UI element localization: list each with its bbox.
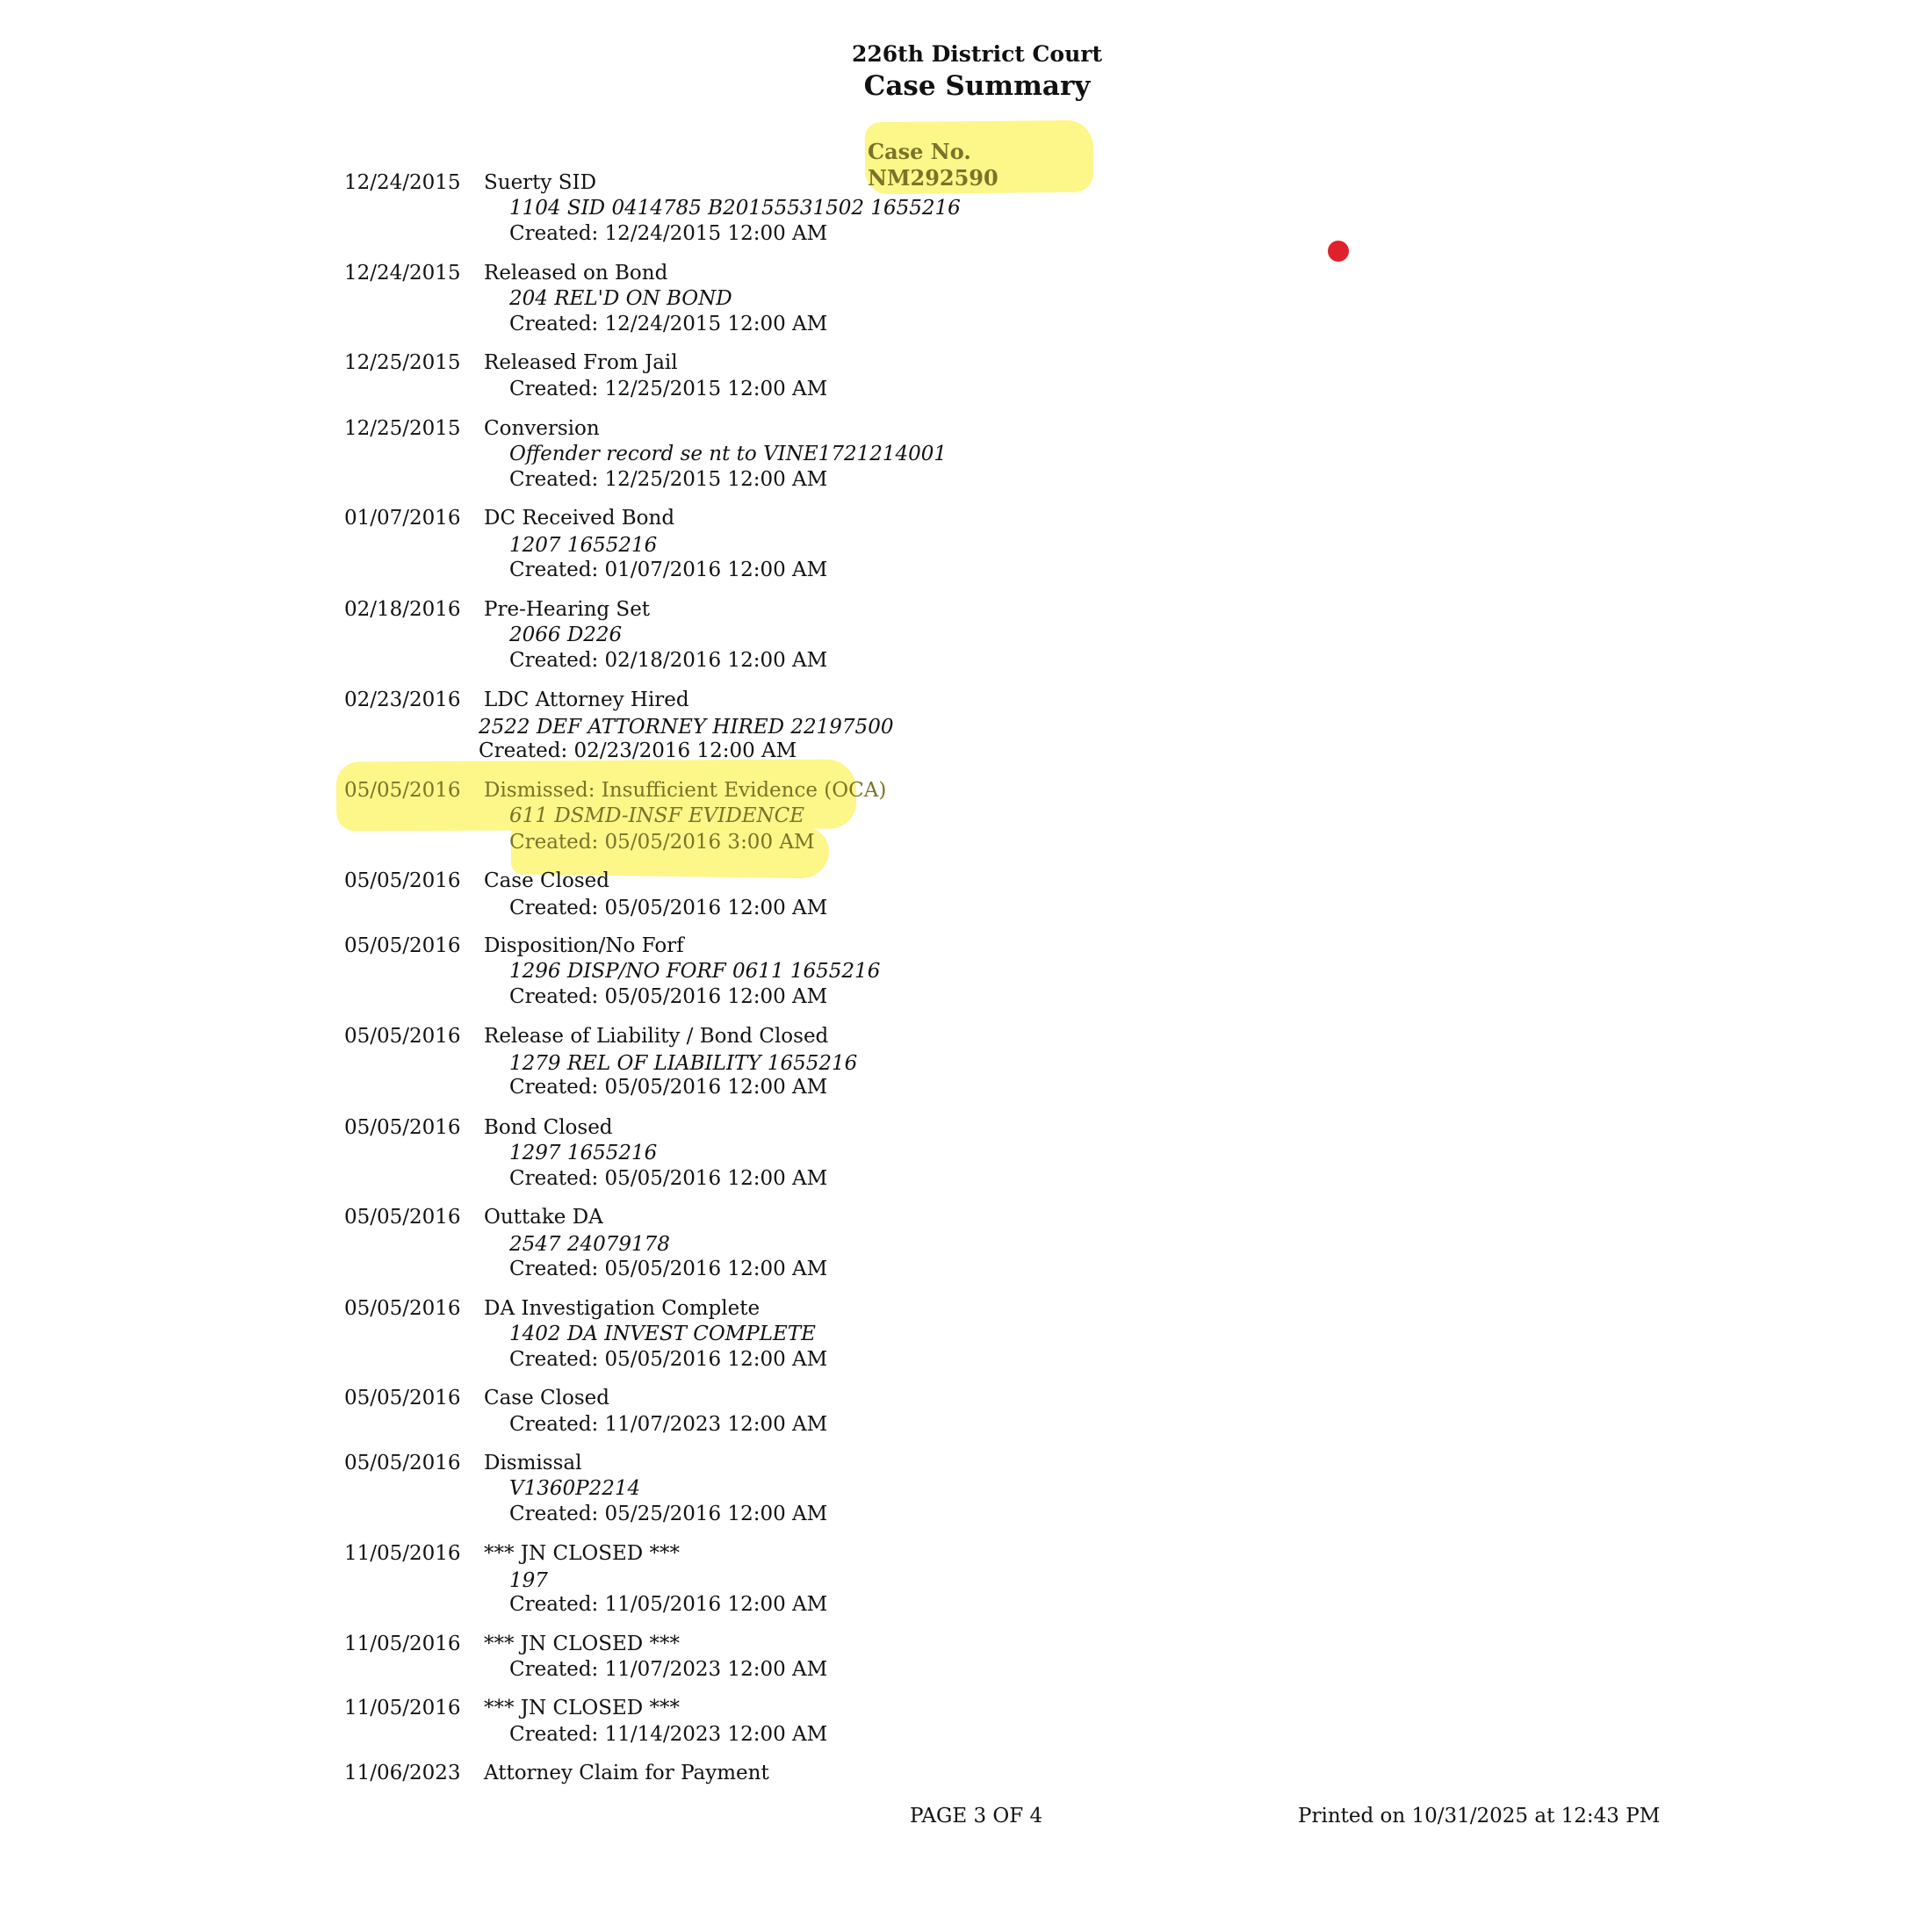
entry-note: 2066 D226 <box>509 624 623 646</box>
entry-date: 11/05/2016 <box>344 1697 461 1719</box>
entry-title: Released From Jail <box>484 351 678 374</box>
entry-date: 11/05/2016 <box>344 1542 461 1565</box>
entry-note: 1207 1655216 <box>509 534 658 557</box>
entry-title: Attorney Claim for Payment <box>484 1762 769 1784</box>
entry-created: Created: 11/07/2023 12:00 AM <box>509 1658 828 1681</box>
entry-note: 1297 1655216 <box>509 1142 658 1164</box>
entry-date: 12/24/2015 <box>344 262 461 285</box>
entry-title: Dismissed: Insufficient Evidence (OCA) <box>484 779 887 802</box>
entry-note: 2547 24079178 <box>509 1233 670 1256</box>
entry-date: 05/05/2016 <box>344 1025 461 1048</box>
court-name: 226th District Court <box>851 41 1103 67</box>
entry-date: 02/18/2016 <box>344 598 461 621</box>
entry-date: 05/05/2016 <box>344 934 461 957</box>
entry-note: 611 DSMD-INSF EVIDENCE <box>509 804 805 827</box>
case-number: Case No. NM292590 <box>868 139 998 191</box>
entry-date: 05/05/2016 <box>344 1452 461 1474</box>
entry-note: 204 REL'D ON BOND <box>509 287 732 310</box>
entry-title: *** JN CLOSED *** <box>484 1542 680 1565</box>
entry-title: Pre-Hearing Set <box>484 598 651 621</box>
entry-title: Suerty SID <box>484 171 597 194</box>
entry-title: Case Closed <box>484 869 609 892</box>
entry-created: Created: 12/25/2015 12:00 AM <box>509 378 828 400</box>
entry-title: DA Investigation Complete <box>484 1297 761 1320</box>
entry-created: Created: 02/23/2016 12:00 AM <box>479 739 797 762</box>
entry-date: 11/06/2023 <box>344 1762 461 1784</box>
entry-title: Disposition/No Forf <box>484 934 684 957</box>
entry-created: Created: 05/25/2016 12:00 AM <box>509 1503 828 1525</box>
printed-timestamp: Printed on 10/31/2025 at 12:43 PM <box>1298 1805 1661 1827</box>
entry-created: Created: 12/24/2015 12:00 AM <box>509 313 828 335</box>
entry-created: Created: 11/07/2023 12:00 AM <box>509 1413 828 1436</box>
entry-note: 1279 REL OF LIABILITY 1655216 <box>509 1052 858 1075</box>
entry-date: 05/05/2016 <box>344 1297 461 1320</box>
entry-title: Conversion <box>484 417 600 440</box>
entry-date: 05/05/2016 <box>344 779 461 802</box>
entry-created: Created: 05/05/2016 12:00 AM <box>509 897 828 919</box>
entry-title: *** JN CLOSED *** <box>484 1633 680 1655</box>
red-marker-dot <box>1328 241 1349 262</box>
entry-date: 12/24/2015 <box>344 171 461 194</box>
entry-title: Release of Liability / Bond Closed <box>484 1025 829 1048</box>
entry-date: 02/23/2016 <box>344 688 461 711</box>
entry-title: Dismissal <box>484 1452 582 1474</box>
entry-note: 197 <box>509 1569 548 1592</box>
entry-created: Created: 02/18/2016 12:00 AM <box>509 649 828 672</box>
entry-date: 05/05/2016 <box>344 1206 461 1229</box>
entry-title: LDC Attorney Hired <box>484 688 689 711</box>
entry-created: Created: 05/05/2016 12:00 AM <box>509 1348 828 1371</box>
entry-created: Created: 05/05/2016 12:00 AM <box>509 1258 828 1280</box>
entry-note: V1360P2214 <box>509 1477 641 1500</box>
entry-title: Bond Closed <box>484 1116 613 1139</box>
page-number: PAGE 3 OF 4 <box>910 1805 1043 1827</box>
entry-title: *** JN CLOSED *** <box>484 1697 680 1719</box>
entry-created: Created: 11/14/2023 12:00 AM <box>509 1723 828 1746</box>
entry-created: Created: 11/05/2016 12:00 AM <box>509 1593 828 1616</box>
entry-title: DC Received Bond <box>484 507 675 530</box>
entry-created: Created: 01/07/2016 12:00 AM <box>509 559 828 581</box>
entry-created: Created: 05/05/2016 12:00 AM <box>509 1167 828 1190</box>
entry-note: 2522 DEF ATTORNEY HIRED 22197500 <box>479 716 894 739</box>
entry-note: 1104 SID 0414785 B20155531502 1655216 <box>509 197 961 220</box>
entry-date: 01/07/2016 <box>344 507 461 530</box>
entry-created: Created: 12/24/2015 12:00 AM <box>509 222 828 245</box>
entry-created: Created: 05/05/2016 12:00 AM <box>509 1076 828 1099</box>
entry-created: Created: 05/05/2016 3:00 AM <box>509 831 815 854</box>
entry-date: 12/25/2015 <box>344 351 461 374</box>
entry-created: Created: 05/05/2016 12:00 AM <box>509 985 828 1008</box>
entry-title: Case Closed <box>484 1387 609 1409</box>
entry-created: Created: 12/25/2015 12:00 AM <box>509 468 828 491</box>
entry-date: 12/25/2015 <box>344 417 461 440</box>
entry-date: 11/05/2016 <box>344 1633 461 1655</box>
entry-note: 1402 DA INVEST COMPLETE <box>509 1323 816 1345</box>
entry-title: Outtake DA <box>484 1206 603 1229</box>
entry-note: 1296 DISP/NO FORF 0611 1655216 <box>509 960 881 983</box>
entry-note: Offender record se nt to VINE1721214001 <box>509 443 948 465</box>
entry-date: 05/05/2016 <box>344 1116 461 1139</box>
entry-title: Released on Bond <box>484 262 668 285</box>
entry-date: 05/05/2016 <box>344 869 461 892</box>
entry-date: 05/05/2016 <box>344 1387 461 1409</box>
document-title: Case Summary <box>863 70 1091 102</box>
